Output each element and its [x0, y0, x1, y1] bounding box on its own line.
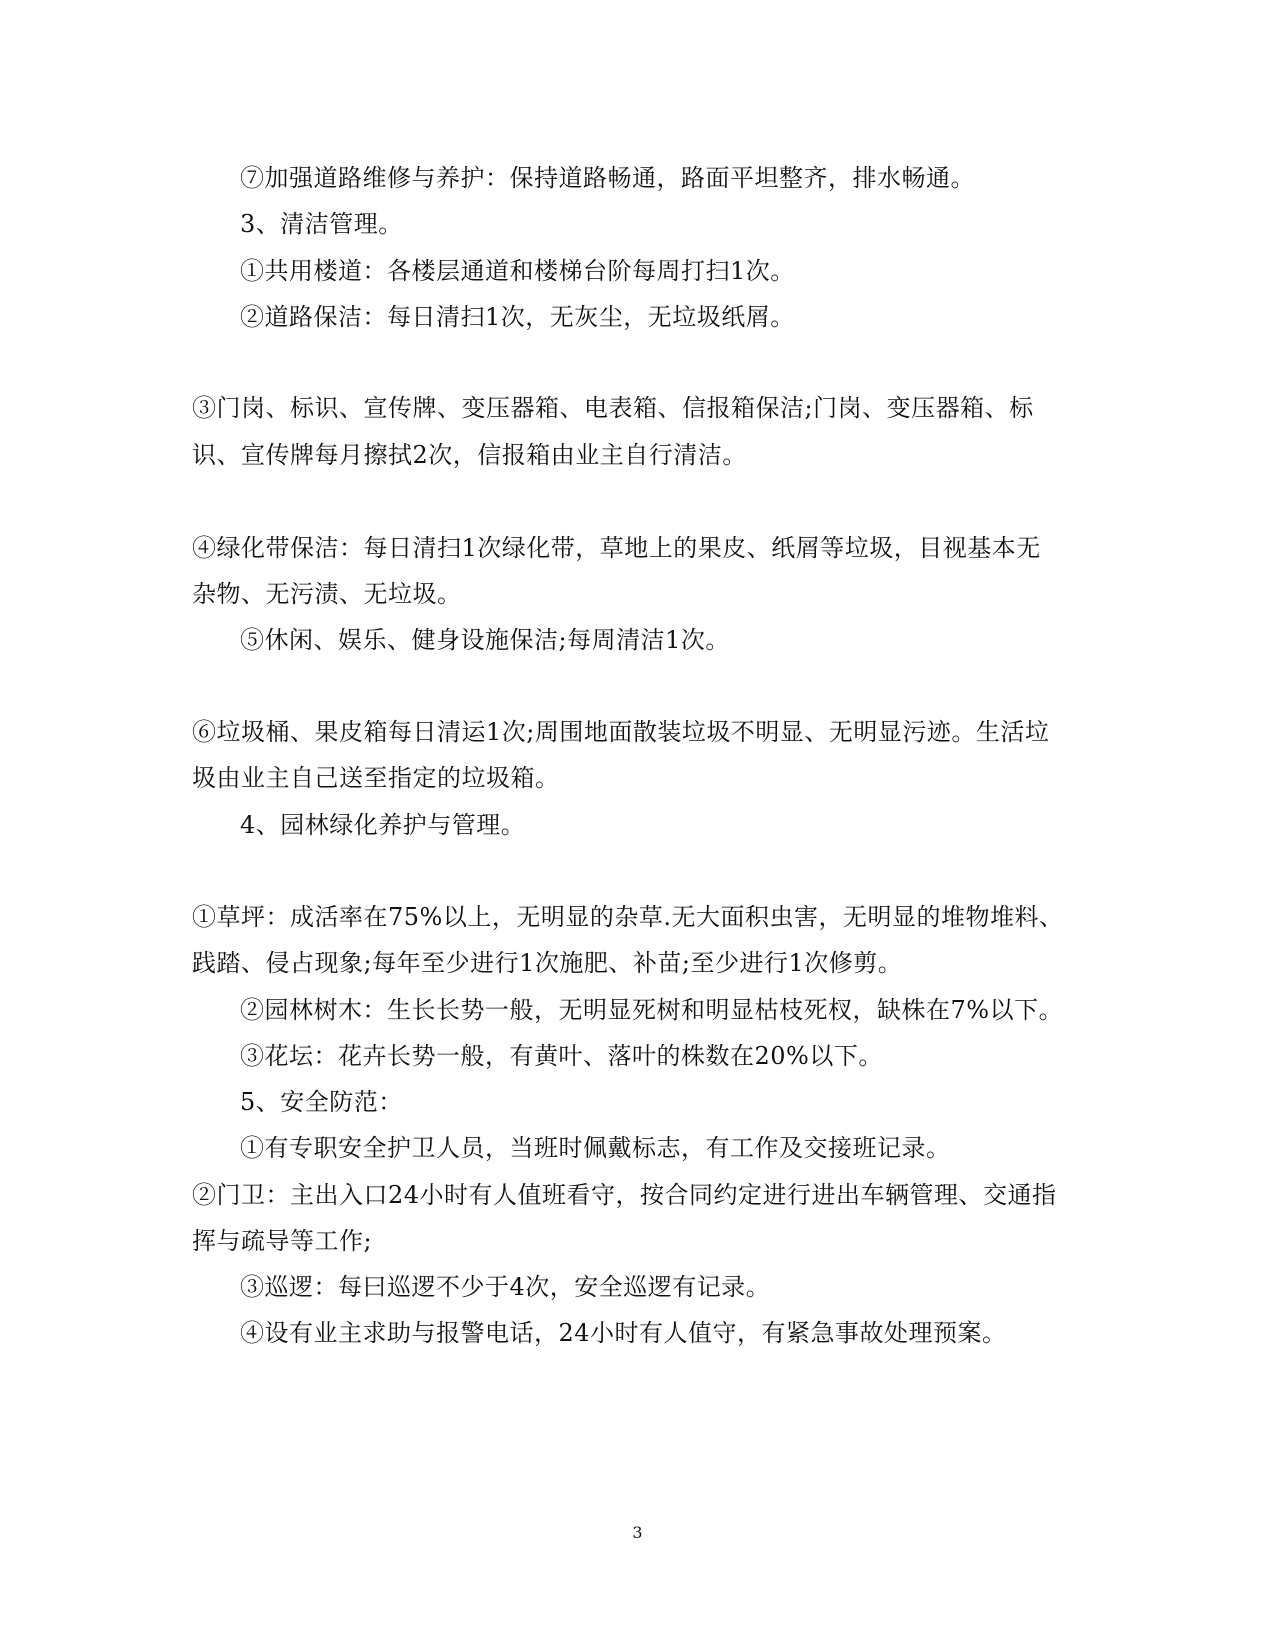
text-line-trees: ②园林树木：生长长势一般，无明显死树和明显枯枝死杈，缺株在7%以下。 [240, 996, 1064, 1024]
text-line-gate-signage-cleaning: ③门岗、标识、宣传牌、变压器箱、电表箱、信报箱保洁;门岗、变压器箱、标 [192, 394, 1034, 422]
text-line-trash-bins-cont: 圾由业主自己送至指定的垃圾箱。 [192, 764, 560, 792]
text-line-gate-signage-cleaning-cont: 识、宣传牌每月擦拭2次，信报箱由业主自行清洁。 [192, 441, 747, 469]
text-line-road-maintenance: ⑦加强道路维修与养护：保持道路畅通，路面平坦整齐，排水畅通。 [240, 164, 975, 192]
text-line-flower-beds: ③花坛：花卉长势一般，有黄叶、落叶的株数在20%以下。 [240, 1042, 883, 1070]
text-line-emergency-phone: ④设有业主求助与报警电话，24小时有人值守，有紧急事故处理预案。 [240, 1319, 1007, 1347]
text-line-lawn: ①草坪：成活率在75%以上，无明显的杂草.无大面积虫害，无明显的堆物堆料、 [192, 903, 1064, 931]
text-line-gatekeeper-cont: 挥与疏导等工作; [192, 1227, 373, 1255]
heading-security: 5、安全防范： [240, 1088, 403, 1116]
heading-landscaping: 4、园林绿化养护与管理。 [240, 811, 526, 839]
text-line-green-belt-cleaning-cont: 杂物、无污渍、无垃圾。 [192, 580, 462, 608]
text-line-road-cleaning: ②道路保洁：每日清扫1次，无灰尘，无垃圾纸屑。 [240, 303, 795, 331]
text-line-shared-stairways: ①共用楼道：各楼层通道和楼梯台阶每周打扫1次。 [240, 257, 795, 285]
text-line-patrol: ③巡逻：每曰巡逻不少于4次，安全巡逻有记录。 [240, 1273, 771, 1301]
text-line-gatekeeper: ②门卫：主出入口24小时有人值班看守，按合同约定进行进出车辆管理、交通指 [192, 1181, 1057, 1209]
heading-cleaning-management: 3、清洁管理。 [240, 210, 403, 238]
text-line-lawn-cont: 践踏、侵占现象;每年至少进行1次施肥、补苗;至少进行1次修剪。 [192, 949, 903, 977]
text-line-green-belt-cleaning: ④绿化带保洁：每日清扫1次绿化带，草地上的果皮、纸屑等垃圾，目视基本无 [192, 534, 1041, 562]
text-line-leisure-facilities: ⑤休闲、娱乐、健身设施保洁;每周清洁1次。 [240, 626, 730, 654]
page-number: 3 [632, 1523, 643, 1542]
text-line-trash-bins: ⑥垃圾桶、果皮箱每日清运1次;周围地面散装垃圾不明显、无明显污迹。生活垃 [192, 718, 1050, 746]
text-line-security-staff: ①有专职安全护卫人员，当班时佩戴标志，有工作及交接班记录。 [240, 1134, 951, 1162]
